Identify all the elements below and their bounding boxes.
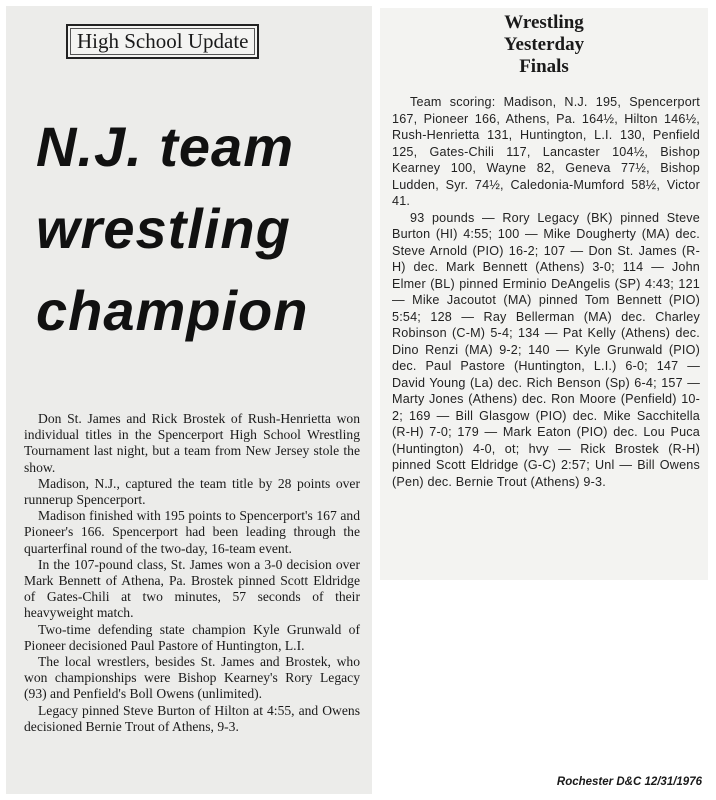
results-headline: [380, 12, 708, 78]
article-paragraph: In the 107-pound class, St. James won a 3-0 decision over Mark Bennett of Athena, Pa. Brostek pinned Scott Eldridge of Gates-Chili at two minutes, 57 seconds of their heavyweight match.: [24, 556, 360, 621]
headline-line: N.J. team: [36, 115, 294, 178]
section-kicker: [66, 24, 259, 59]
article-paragraph: Two-time defending state champion Kyle Grunwald of Pioneer decisioned Paul Pastore of Huntington, L.I.: [24, 621, 360, 653]
article-paragraph: Don St. James and Rick Brostek of Rush-Henrietta won individual titles in the Spencerport High School Wrestling Tournament last night, but a team from New Jersey stole the show.: [24, 411, 360, 475]
results-clipping: [380, 8, 708, 580]
article-paragraph: Legacy pinned Steve Burton of Hilton at 4:55, and Owens decisioned Bernie Trout of Athens, 9-3.: [24, 702, 360, 734]
headline-line: Wrestling: [504, 12, 584, 33]
article-paragraph: Madison finished with 195 points to Spencerport's 167 and Pioneer's 166. Spencerport had been leading through the quarterfinal round of the two-day, 16-team event.: [24, 508, 360, 556]
headline: [36, 106, 366, 352]
article-paragraph: The local wrestlers, besides St. James and Brostek, who won championships were Bishop Kearney's Rory Legacy (93) and Penfield's Boll Owens (unlimited).: [24, 654, 360, 702]
headline-line: Yesterday: [503, 34, 585, 55]
headline-line: Finals: [519, 56, 569, 77]
article-body: [24, 411, 360, 735]
kicker-text: High School Update: [77, 29, 249, 53]
team-scoring-paragraph: Team scoring: Madison, N.J. 195, Spencerport 167, Pioneer 166, Athens, Pa. 164½, Hilton 146½, Rush-Henrietta 131, Huntington, L.I. 130, Penfield 125, Gates-Chili 117, Lancaster 104½, Bishop Kearney 100, Wayne 82, Geneva 77½, Bishop Ludden, Syr. 74½, Caledonia-Mumford 58½, Victor 41.: [392, 95, 700, 208]
headline-line: wrestling: [36, 197, 291, 260]
source-caption: Rochester D&C 12/31/1976: [556, 776, 702, 788]
individual-results-paragraph: 93 pounds — Rory Legacy (BK) pinned Steve Burton (HI) 4:55; 100 — Mike Dougherty (MA) dec. Steve Arnold (PIO) 16-2; 107 — Don St. James (R-H) dec. Mark Bennett (Athens) 3-0; 114 — John Elmer (BL) pinned Erminio DeAngelis (SP) 4:43; 121 — Mike Jacoutot (MA) pinned Tom Bennett (PIO) 5:54; 128 — Ray Bellerman (MA) dec. Charley Robinson (C-M) 5-4; 134 — Pat Kelly (Athens) dec. Dino Renzi (MA) 9-2; 140 — Kyle Grunwald (PIO) dec. Paul Pastore (Huntington, L.I.) 6-0; 147 — David Young (La) dec. Rich Benson (Sp) 6-4; 157 — Marty Jones (Athens) dec. Ron Moore (Penfield) 10-2; 169 — Bill Glasgow (PIO) dec. Mike Sacchitella (R-H) 7-0; 179 — Mark Eaton (PIO) dec. Lou Puca (Huntington) 4-0, ot; hvy — Rick Brostek (R-H) pinned Scott Eldridge (G-C) 2:57; Unl — Bill Owens (Pen) dec. Bernie Trout (Athens) 9-3.: [392, 210, 700, 489]
headline-line: champion: [36, 279, 309, 342]
article-paragraph: Madison, N.J., captured the team title by 28 points over runnerup Spencerport.: [24, 475, 360, 508]
main-article-clipping: [6, 6, 372, 794]
results-body: [392, 94, 700, 490]
